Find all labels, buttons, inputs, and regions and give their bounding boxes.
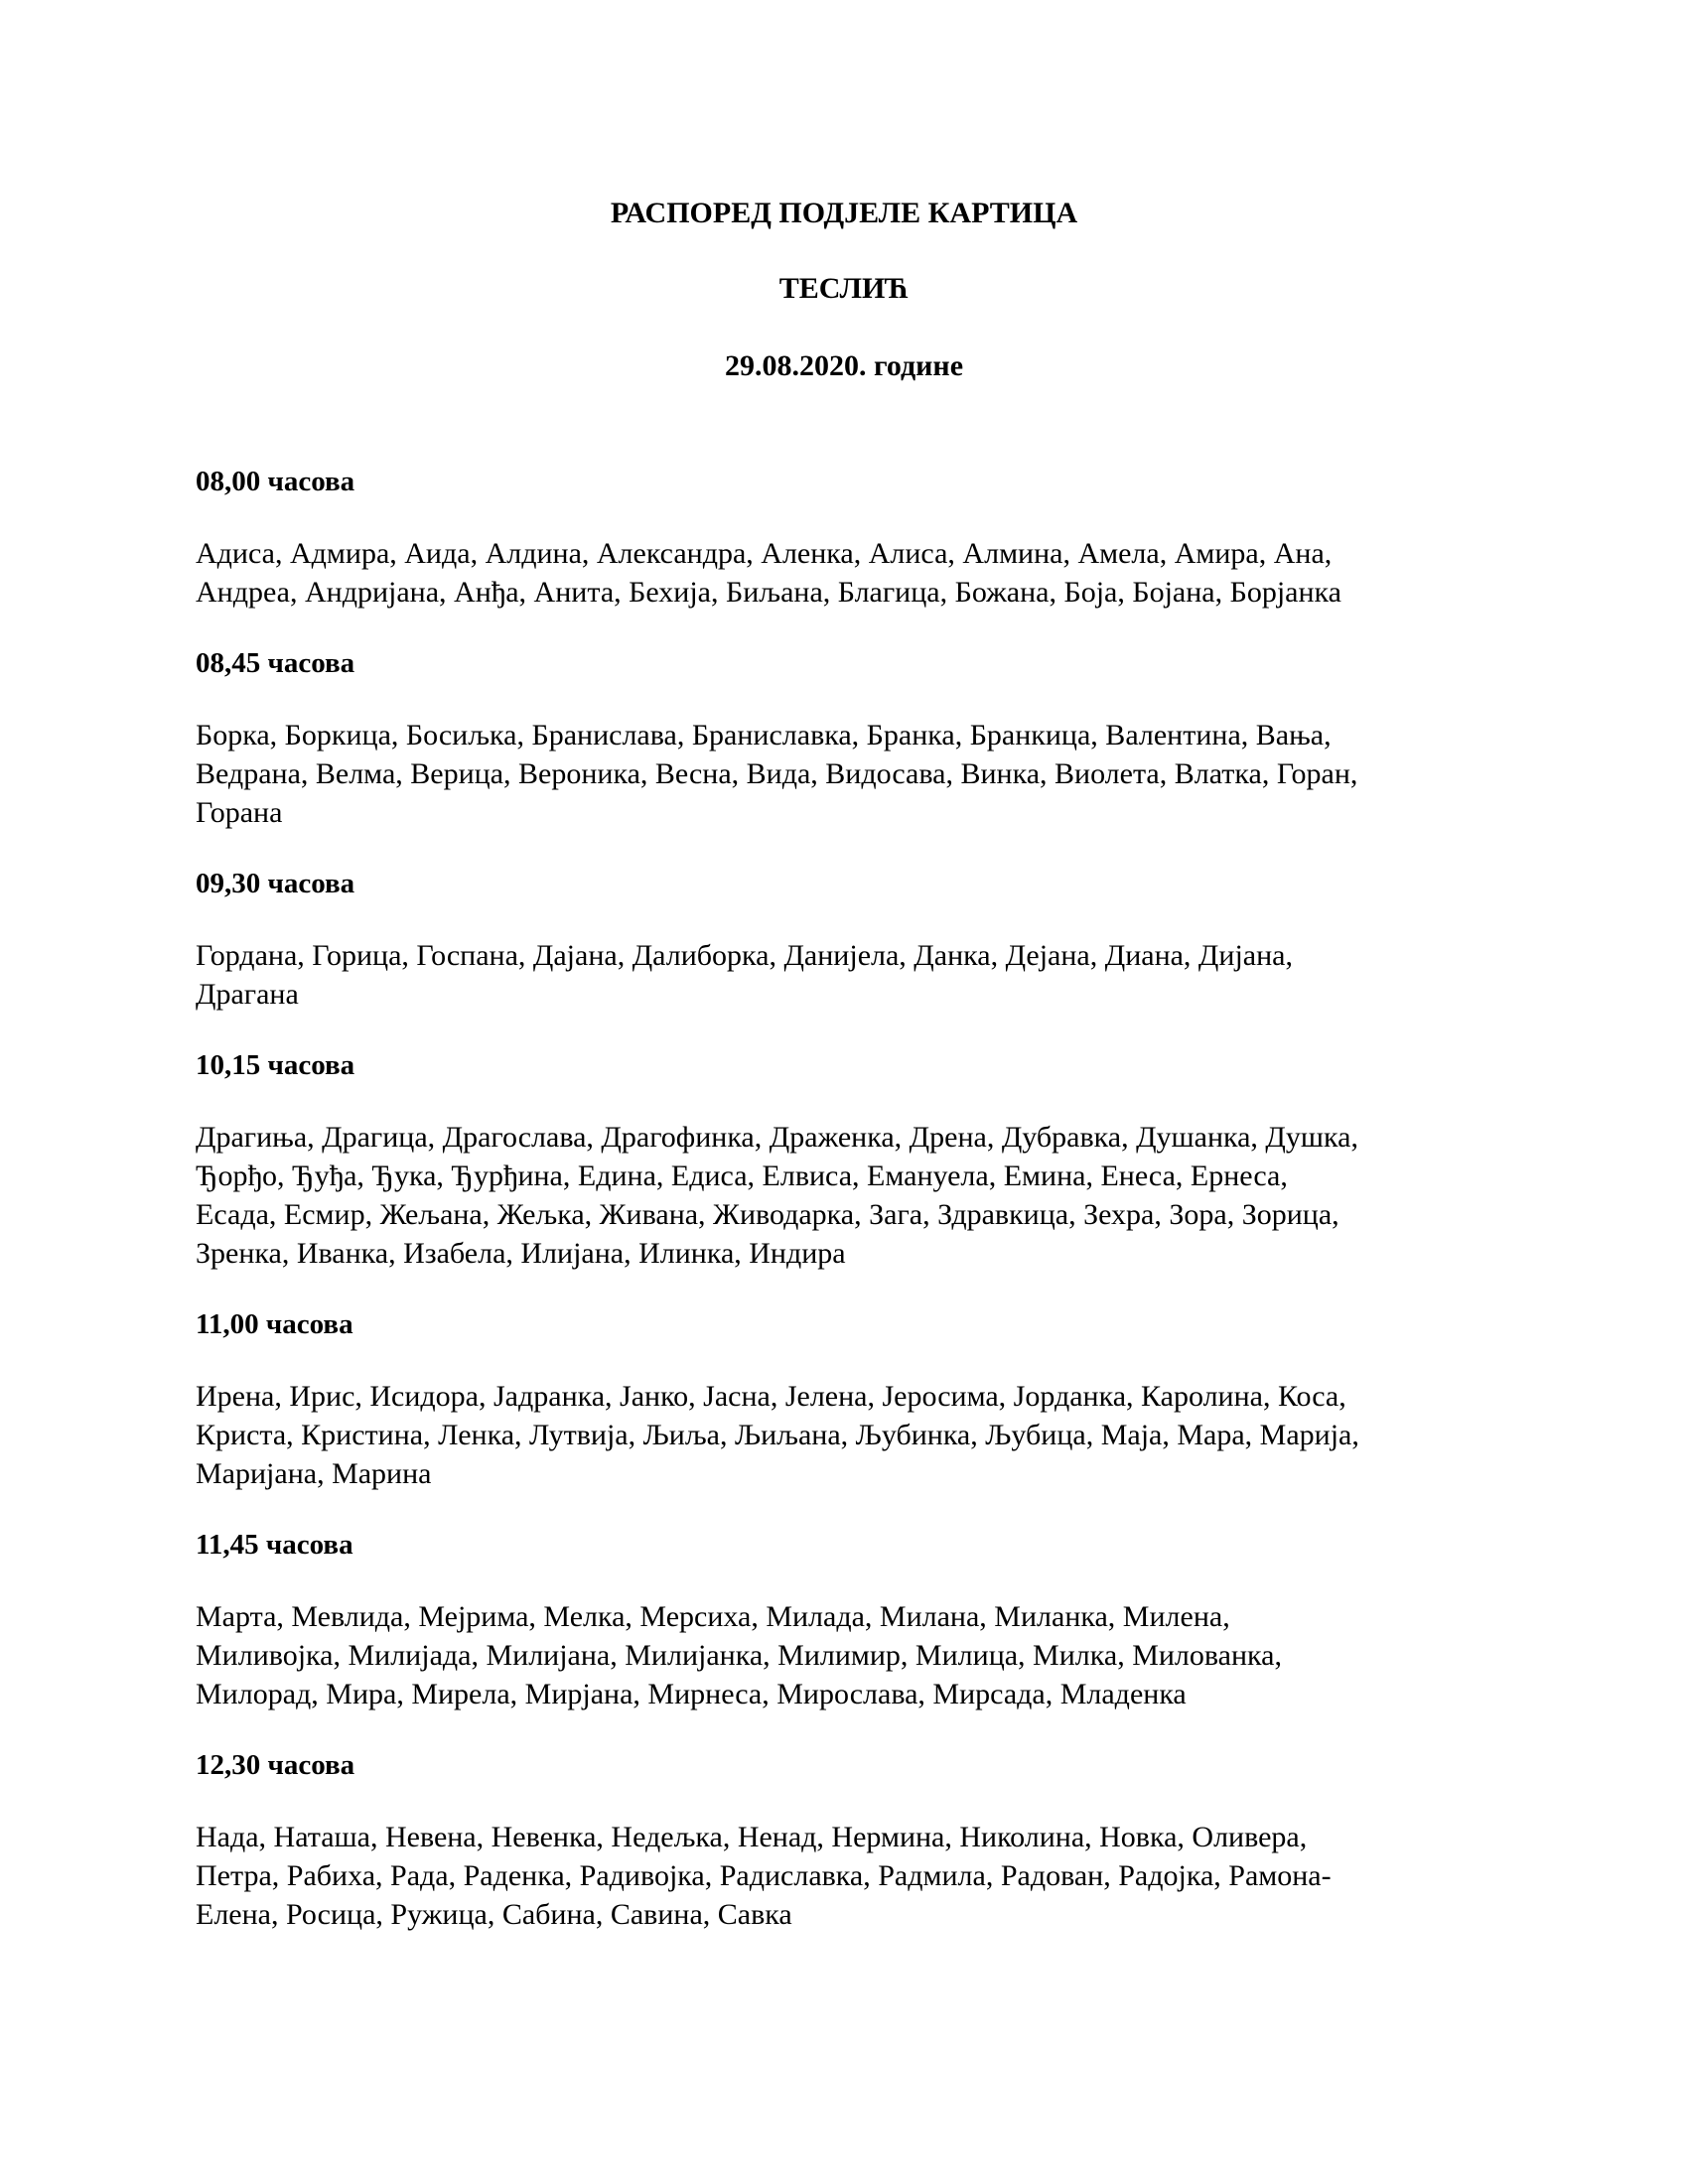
document-date: 29.08.2020. године <box>724 349 964 382</box>
names-line: Гордана, Горица, Госпана, Дајана, Далиборка, Данијела, Данка, Дејана, Диана, Дијана, <box>196 939 1293 972</box>
names-line: Криста, Кристина, Ленка, Лутвија, Љиља, Љиљана, Љубинка, Љубица, Маја, Мара, Марија, <box>196 1419 1359 1451</box>
names-line: Драгана <box>196 978 299 1011</box>
names-line: Петра, Рабиха, Рада, Раденка, Радивојка, Радиславка, Радмила, Радован, Радојка, Рамона- <box>196 1859 1332 1892</box>
names-line: Адиса, Адмира, Аида, Алдина, Александра, Аленка, Алиса, Алмина, Амела, Амира, Ана, <box>196 537 1333 570</box>
time-slot <box>196 1747 1506 1934</box>
slot-names-list <box>196 534 1506 612</box>
slot-time-heading: 08,00 часова <box>196 466 355 497</box>
schedule-list <box>196 464 1506 1968</box>
slot-time-heading: 11,00 часова <box>196 1308 353 1340</box>
slot-names-list <box>196 716 1506 832</box>
slot-time-heading: 12,30 часова <box>196 1749 355 1781</box>
time-slot <box>196 464 1506 612</box>
time-slot <box>196 866 1506 1014</box>
time-slot <box>196 1527 1506 1713</box>
slot-time-heading: 08,45 часова <box>196 647 355 679</box>
slot-names-list <box>196 1118 1506 1273</box>
time-slot <box>196 1306 1506 1493</box>
names-line: Андреа, Андријана, Анђа, Анита, Бехија, Биљана, Благица, Божана, Боја, Бојана, Борјанка <box>196 576 1341 609</box>
names-line: Нада, Наташа, Невена, Невенка, Недељка, Ненад, Нермина, Николина, Новка, Оливера, <box>196 1821 1308 1853</box>
time-slot <box>196 1047 1506 1273</box>
names-line: Горана <box>196 796 283 829</box>
slot-names-list <box>196 1597 1506 1713</box>
time-slot <box>196 645 1506 832</box>
document-title: РАСПОРЕД ПОДЈЕЛЕ КАРТИЦА <box>610 197 1078 229</box>
names-line: Борка, Боркица, Босиљка, Бранислава, Браниславка, Бранка, Бранкица, Валентина, Вања, <box>196 719 1332 751</box>
slot-names-list <box>196 1818 1506 1934</box>
names-line: Маријана, Марина <box>196 1457 432 1490</box>
slot-time-heading: 09,30 часова <box>196 868 355 899</box>
slot-names-list <box>196 1377 1506 1493</box>
document-city: ТЕСЛИЋ <box>778 272 910 305</box>
names-line: Ђорђо, Ђуђа, Ђука, Ђурђина, Едина, Едиса, Елвиса, Емануела, Емина, Енеса, Ернеса, <box>196 1160 1288 1192</box>
names-line: Зренка, Иванка, Изабела, Илијана, Илинка, Индира <box>196 1237 846 1270</box>
slot-time-heading: 10,15 часова <box>196 1049 355 1081</box>
names-line: Милорад, Мира, Мирела, Мирјана, Мирнеса, Мирослава, Мирсада, Младенка <box>196 1678 1187 1710</box>
names-line: Елена, Росица, Ружица, Сабина, Савина, Савка <box>196 1898 792 1931</box>
slot-time-heading: 11,45 часова <box>196 1529 353 1561</box>
slot-names-list <box>196 936 1506 1014</box>
names-line: Миливојка, Милијада, Милијана, Милијанка, Милимир, Милица, Милка, Милованка, <box>196 1639 1282 1672</box>
names-line: Ведрана, Велма, Верица, Вероника, Весна, Вида, Видосава, Винка, Виолета, Влатка, Горан, <box>196 757 1358 790</box>
names-line: Есада, Есмир, Жељана, Жељка, Живана, Живодарка, Зага, Здравкица, Зехра, Зора, Зорица, <box>196 1198 1339 1231</box>
names-line: Ирена, Ирис, Исидора, Јадранка, Јанко, Јасна, Јелена, Јеросима, Јорданка, Каролина, Коса, <box>196 1380 1346 1413</box>
names-line: Марта, Мевлида, Мејрима, Мелка, Мерсиха, Милада, Милана, Миланка, Милена, <box>196 1600 1230 1633</box>
names-line: Драгиња, Драгица, Драгослава, Драгофинка, Драженка, Дрена, Дубравка, Душанка, Душка, <box>196 1121 1358 1154</box>
